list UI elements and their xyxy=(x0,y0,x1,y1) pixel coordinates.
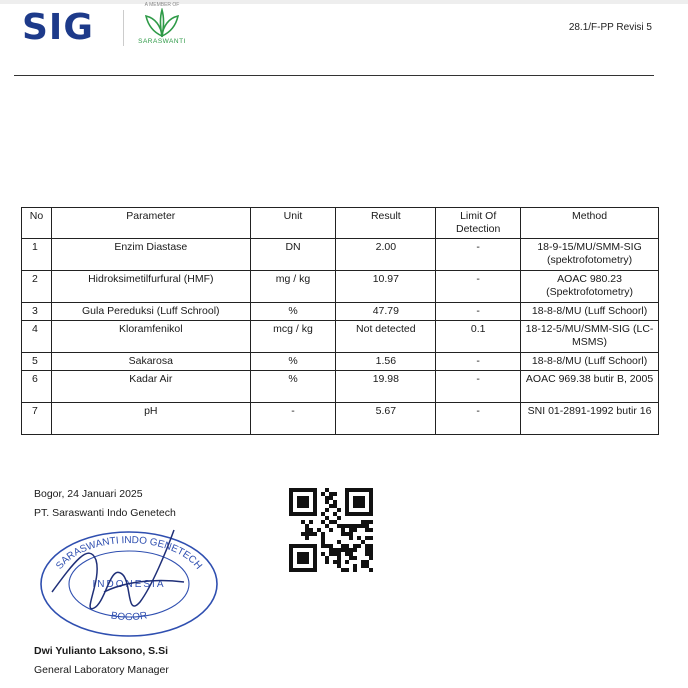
cell-no: 7 xyxy=(22,403,52,435)
top-shade xyxy=(0,0,688,4)
company-stamp xyxy=(34,522,224,646)
cell-parameter: Kadar Air xyxy=(51,371,250,403)
leaf-icon xyxy=(142,8,182,38)
sig-logo: SIG xyxy=(22,7,94,48)
col-header-unit: Unit xyxy=(250,208,336,239)
table-row xyxy=(22,353,659,371)
cell-result: 5.67 xyxy=(336,403,436,435)
cell-lod: - xyxy=(436,271,521,303)
cell-lod: - xyxy=(436,403,521,435)
table-row xyxy=(22,303,659,321)
cell-method: AOAC 969.38 butir B, 2005 xyxy=(521,371,659,403)
cell-no: 2 xyxy=(22,271,52,303)
cell-parameter: pH xyxy=(51,403,250,435)
stamp-bottom-text: BOGOR xyxy=(110,610,148,624)
cell-no: 3 xyxy=(22,303,52,321)
cell-no: 1 xyxy=(22,239,52,271)
col-header-parameter: Parameter xyxy=(51,208,250,239)
table-row xyxy=(22,239,659,271)
cell-no: 5 xyxy=(22,353,52,371)
table-row xyxy=(22,403,659,435)
table-row xyxy=(22,271,659,303)
cell-no: 6 xyxy=(22,371,52,403)
partner-name: SARASWANTI xyxy=(138,38,186,45)
stamp-middle-text: INDONESIA xyxy=(92,579,166,590)
cell-unit: % xyxy=(250,371,336,403)
logo-divider xyxy=(123,10,124,46)
col-header-no: No xyxy=(22,208,52,239)
cell-method: 18-12-5/MU/SMM-SIG (LC-MSMS) xyxy=(521,321,659,353)
cell-method: 18-8-8/MU (Luff Schoorl) xyxy=(521,353,659,371)
qr-code xyxy=(289,488,373,572)
table-header-row xyxy=(22,208,659,239)
cell-parameter: Hidroksimetilfurfural (HMF) xyxy=(51,271,250,303)
cell-parameter: Sakarosa xyxy=(51,353,250,371)
cell-result: 47.79 xyxy=(336,303,436,321)
cell-result: 19.98 xyxy=(336,371,436,403)
table-row xyxy=(22,371,659,403)
signatory-name: Dwi Yulianto Laksono, S.Si xyxy=(34,645,168,657)
col-header-method: Method xyxy=(521,208,659,239)
cell-unit: mcg / kg xyxy=(250,321,336,353)
document-reference: 28.1/F-PP Revisi 5 xyxy=(568,22,652,33)
table-row xyxy=(22,321,659,353)
signatory-title: General Laboratory Manager xyxy=(34,664,169,676)
cell-lod: 0.1 xyxy=(436,321,521,353)
cell-parameter: Gula Pereduksi (Luff Schrool) xyxy=(51,303,250,321)
cell-unit: - xyxy=(250,403,336,435)
cell-lod: - xyxy=(436,239,521,271)
cell-lod: - xyxy=(436,353,521,371)
cell-unit: DN xyxy=(250,239,336,271)
cell-result: 10.97 xyxy=(336,271,436,303)
cell-parameter: Enzim Diastase xyxy=(51,239,250,271)
place-date: Bogor, 24 Januari 2025 xyxy=(34,488,143,500)
cell-unit: % xyxy=(250,353,336,371)
cell-result: 1.56 xyxy=(336,353,436,371)
cell-parameter: Kloramfenikol xyxy=(51,321,250,353)
results-table xyxy=(21,207,659,435)
cell-result: 2.00 xyxy=(336,239,436,271)
cell-lod: - xyxy=(436,303,521,321)
cell-method: AOAC 980.23 (Spektrofotometry) xyxy=(521,271,659,303)
cell-method: 18-8-8/MU (Luff Schoorl) xyxy=(521,303,659,321)
stamp-top-text: SARASWANTI INDO GENETECH xyxy=(54,534,204,572)
organization-name: PT. Saraswanti Indo Genetech xyxy=(34,507,176,519)
cell-lod: - xyxy=(436,371,521,403)
col-header-result: Result xyxy=(336,208,436,239)
cell-unit: % xyxy=(250,303,336,321)
cell-result: Not detected xyxy=(336,321,436,353)
saraswanti-logo xyxy=(132,2,192,50)
header-divider xyxy=(14,75,654,76)
cell-unit: mg / kg xyxy=(250,271,336,303)
col-header-lod: Limit Of Detection xyxy=(436,208,521,239)
partner-tagline: A MEMBER OF xyxy=(144,2,180,8)
cell-no: 4 xyxy=(22,321,52,353)
cell-method: SNI 01-2891-1992 butir 16 xyxy=(521,403,659,435)
cell-method: 18-9-15/MU/SMM-SIG (spektrofotometry) xyxy=(521,239,659,271)
